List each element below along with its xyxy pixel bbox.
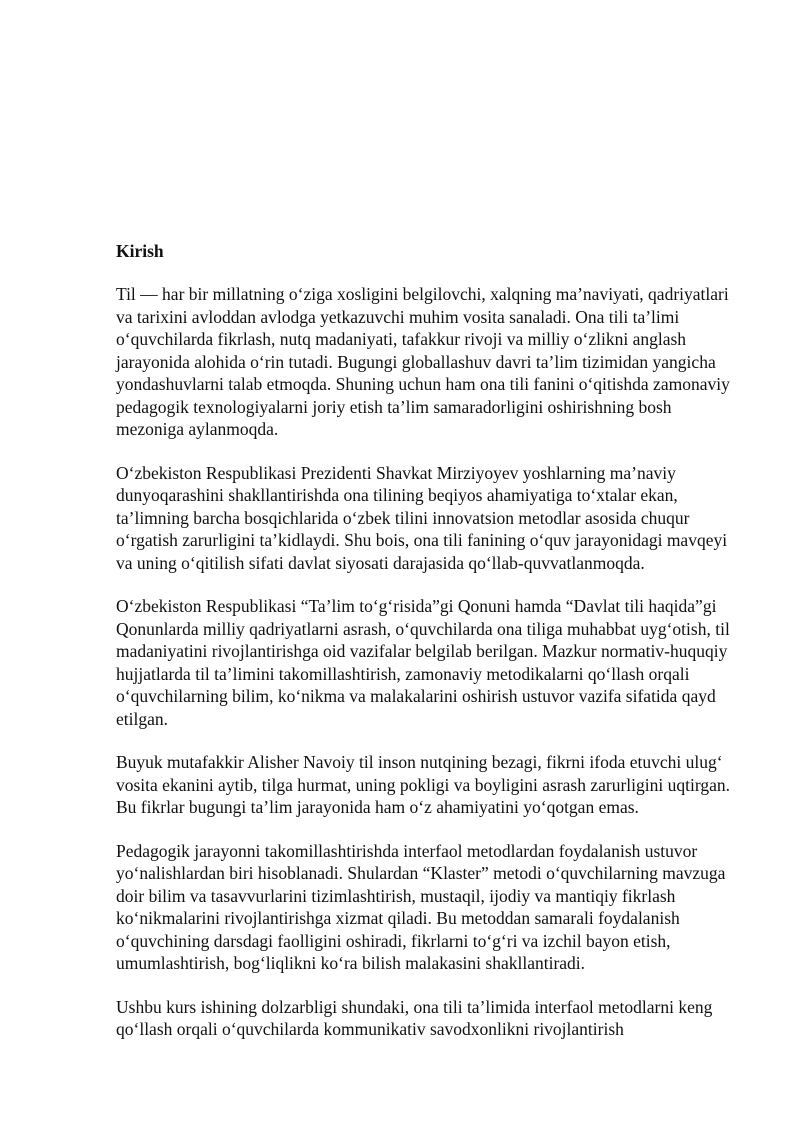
paragraph-relevance: Ushbu kurs ishining dolzarbligi shundaki, ona tili ta’limida interfaol metodlarni keng qo‘llash orqali o‘quvchilarda kommunikativ savodxonlikni rivojlantirish [116,996,713,1039]
paragraph-navoiy: Buyuk mutafakkir Alisher Navoiy til inson nutqining bezagi, fikrni ifoda etuvchi ulug‘ vosita ekanini aytib, tilga hurmat, uning pokligi va boyligini asrash zarurligini uqtirgan. Bu fikrlar bugungi ta’lim jarayonida ham o‘z ahamiyatini yo‘qotgan emas. [116,752,731,817]
paragraph-laws: O‘zbekiston Respublikasi “Ta’lim to‘g‘risida”gi Qonuni hamda “Davlat tili haqida”gi Qonunlarda milliy qadriyatlarni asrash, o‘quvchilarda ona tiliga muhabbat uyg‘otish, til madaniyatini rivojlantirishga oid vazifalar belgilab berilgan. Mazkur normativ-huquqiy hujjatlarda til ta’limini takomillashtirish, zamonaviy metodikalarni qo‘llash orqali o‘quvchilarning bilim, ko‘nikma va malakalarini oshirish ustuvor vazifa sifatida qayd etilgan. [116,596,730,729]
section-heading: Kirish [116,241,164,261]
paragraph-intro: Til — har bir millatning o‘ziga xosligini belgilovchi, xalqning ma’naviyati, qadriyatlari va tarixini avloddan avlodga yetkazuvchi muhim vosita sanaladi. Ona tili ta’limi o‘quvchilarda fikrlash, nutq madaniyati, tafakkur rivoji va milliy o‘zlikni anglash jarayonida alohida o‘rin tutadi. Bugungi globallashuv davri ta’lim tizimidan yangicha yondashuvlarni talab etmoqda. Shuning uchun ham ona tili fanini o‘qitishda zamonaviy pedagogik texnologiyalarni joriy etish ta’lim samaradorligini oshirishning bosh mezoniga aylanmoqda. [116,284,730,439]
paragraph-cluster-method: Pedagogik jarayonni takomillashtirishda interfaol metodlardan foydalanish ustuvor yo‘nalishlardan biri hisoblanadi. Shulardan “Klaster” metodi o‘quvchilarning mavzuga doir bilim va tasavvurlarini tizimlashtirish, mustaqil, ijodiy va mantiqiy fikrlash ko‘nikmalarini rivojlantirishga xizmat qiladi. Bu metoddan samarali foydalanish o‘quvchining darsdagi faolligini oshiradi, fikrlarni to‘g‘ri va izchil bayon etish, umumlashtirish, bog‘liqlikni ko‘ra bilish malakasini shakllantiradi. [116,840,726,973]
paragraph-president: O‘zbekiston Respublikasi Prezidenti Shavkat Mirziyoyev yoshlarning ma’naviy dunyoqarashini shakllantirishda ona tilining beqiyos ahamiyatiga to‘xtalar ekan, ta’limning barcha bosqichlarida o‘zbek tilini innovatsion metodlar asosida chuqur o‘rgatish zarurligini ta’kidlaydi. Shu bois, ona tili fanining o‘quv jarayonidagi mavqeyi va uning o‘qitilish sifati davlat siyosati darajasida qo‘llab-quvvatlanmoqda. [116,462,728,573]
document-page [116,240,740,1062]
